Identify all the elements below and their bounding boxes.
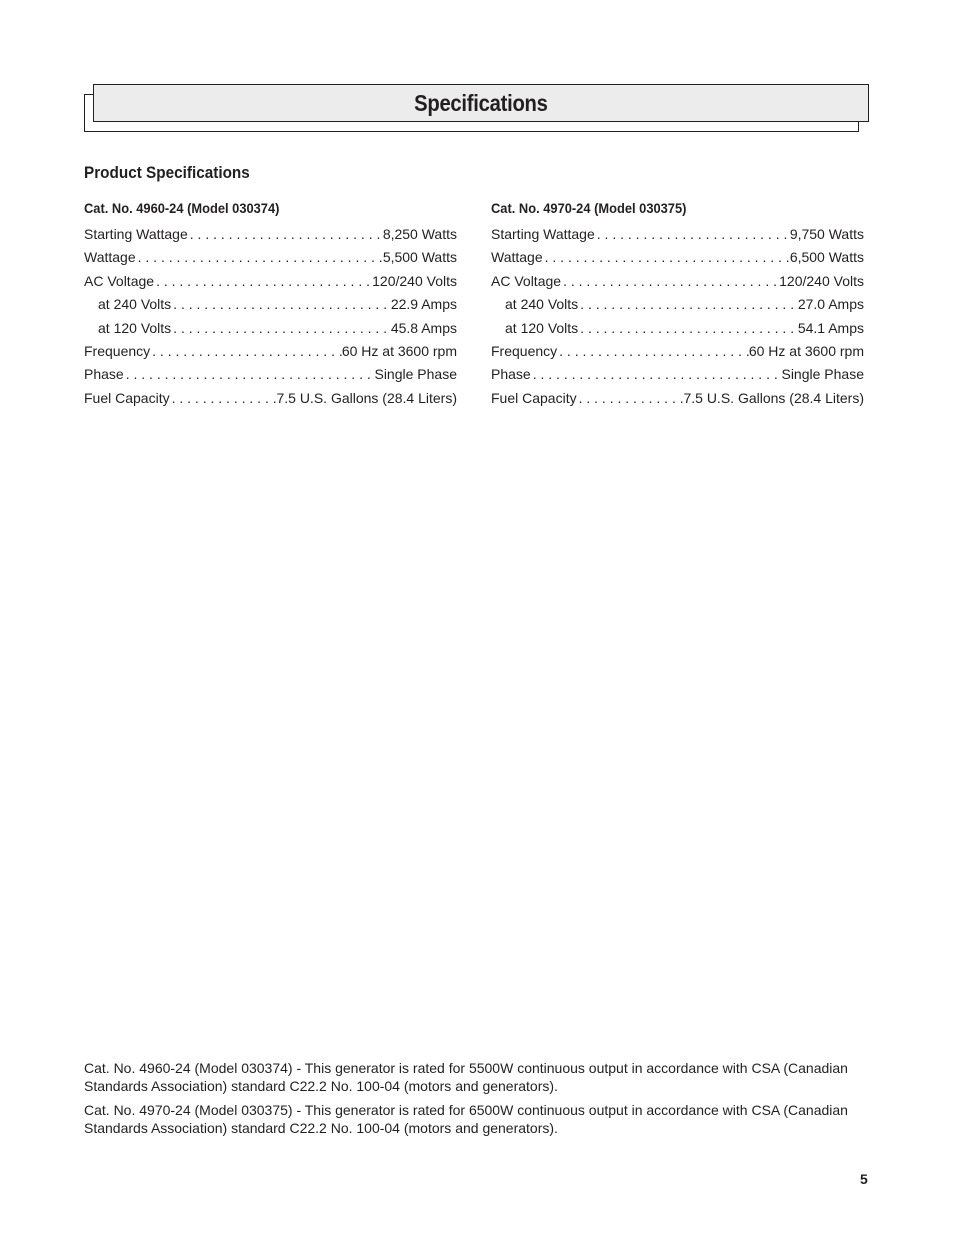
spec-row	[84, 387, 457, 410]
spec-label: Starting Wattage	[491, 226, 595, 242]
section-heading: Product Specifications	[84, 163, 250, 182]
spec-column-4960-24	[84, 199, 457, 410]
dot-leader	[150, 340, 342, 363]
spec-row	[491, 387, 864, 410]
dot-leader	[124, 363, 375, 386]
spec-row	[84, 317, 457, 340]
spec-label: Wattage	[84, 249, 136, 266]
spec-label: Phase	[491, 366, 531, 383]
spec-value: 5,500 Watts	[382, 249, 457, 266]
spec-row	[491, 340, 864, 363]
spec-value: 7.5 U.S. Gallons (28.4 Liters)	[276, 389, 457, 406]
spec-row	[491, 317, 864, 340]
spec-row	[84, 223, 457, 246]
spec-row	[491, 270, 864, 293]
spec-row	[491, 363, 864, 386]
csa-note-4960-24: Cat. No. 4960-24 (Model 030374) - This generator is rated for 5500W continuous output in accordance with CSA (Canadian Standards Association) standard C22.2 No. 100-04 (motors and generators).	[84, 1060, 848, 1094]
model-heading: Cat. No. 4960-24 (Model 030374)	[84, 200, 280, 216]
spec-label: Phase	[84, 366, 124, 383]
model-heading: Cat. No. 4970-24 (Model 030375)	[491, 200, 687, 216]
spec-row	[84, 293, 457, 316]
spec-label: AC Voltage	[84, 272, 155, 289]
dot-leader	[188, 223, 383, 246]
spec-value: 27.0 Amps	[797, 296, 864, 313]
spec-label: AC Voltage	[491, 272, 562, 289]
spec-label: Frequency	[491, 342, 558, 359]
spec-row	[491, 293, 864, 316]
dot-leader	[578, 293, 798, 316]
spec-value: Single Phase	[781, 366, 864, 383]
spec-value: 22.9 Amps	[390, 296, 457, 313]
spec-value: 6,500 Watts	[789, 249, 864, 266]
spec-column-4970-24	[491, 199, 864, 410]
spec-label: at 120 Volts	[505, 319, 579, 336]
page-title: Specifications	[414, 89, 548, 116]
dot-leader	[543, 246, 790, 269]
spec-label: Fuel Capacity	[491, 389, 577, 406]
spec-value: 7.5 U.S. Gallons (28.4 Liters)	[683, 389, 864, 406]
page-number: 5	[860, 1171, 868, 1187]
spec-row	[491, 246, 864, 269]
dot-leader	[136, 246, 383, 269]
spec-value: Single Phase	[374, 366, 457, 383]
dot-leader	[557, 340, 749, 363]
csa-rating-notes	[84, 1059, 864, 1143]
spec-value: 60 Hz at 3600 rpm	[748, 342, 864, 359]
dot-leader	[170, 387, 277, 410]
spec-label: at 240 Volts	[98, 296, 172, 313]
title-banner	[93, 84, 869, 122]
dot-leader	[577, 387, 684, 410]
spec-value: 54.1 Amps	[797, 319, 864, 336]
spec-label: at 120 Volts	[98, 319, 172, 336]
spec-value: 9,750 Watts	[789, 226, 864, 242]
spec-label: Starting Wattage	[84, 226, 188, 242]
dot-leader	[154, 270, 372, 293]
dot-leader	[578, 317, 798, 340]
spec-value: 8,250 Watts	[382, 226, 457, 242]
spec-row	[84, 270, 457, 293]
spec-label: at 240 Volts	[505, 296, 579, 313]
spec-value: 60 Hz at 3600 rpm	[341, 342, 457, 359]
spec-label: Fuel Capacity	[84, 389, 170, 406]
spec-row	[84, 363, 457, 386]
spec-row	[84, 340, 457, 363]
dot-leader	[595, 223, 790, 246]
spec-label: Wattage	[491, 249, 543, 266]
spec-row	[491, 223, 864, 246]
spec-value: 120/240 Volts	[779, 272, 864, 289]
spec-row	[84, 246, 457, 269]
dot-leader	[171, 317, 391, 340]
spec-label: Frequency	[84, 342, 151, 359]
dot-leader	[561, 270, 779, 293]
spec-value: 120/240 Volts	[372, 272, 457, 289]
dot-leader	[171, 293, 391, 316]
csa-note-4970-24: Cat. No. 4970-24 (Model 030375) - This generator is rated for 6500W continuous output in accordance with CSA (Canadian Standards Association) standard C22.2 No. 100-04 (motors and generators).	[84, 1102, 848, 1136]
spec-value: 45.8 Amps	[390, 319, 457, 336]
dot-leader	[531, 363, 782, 386]
